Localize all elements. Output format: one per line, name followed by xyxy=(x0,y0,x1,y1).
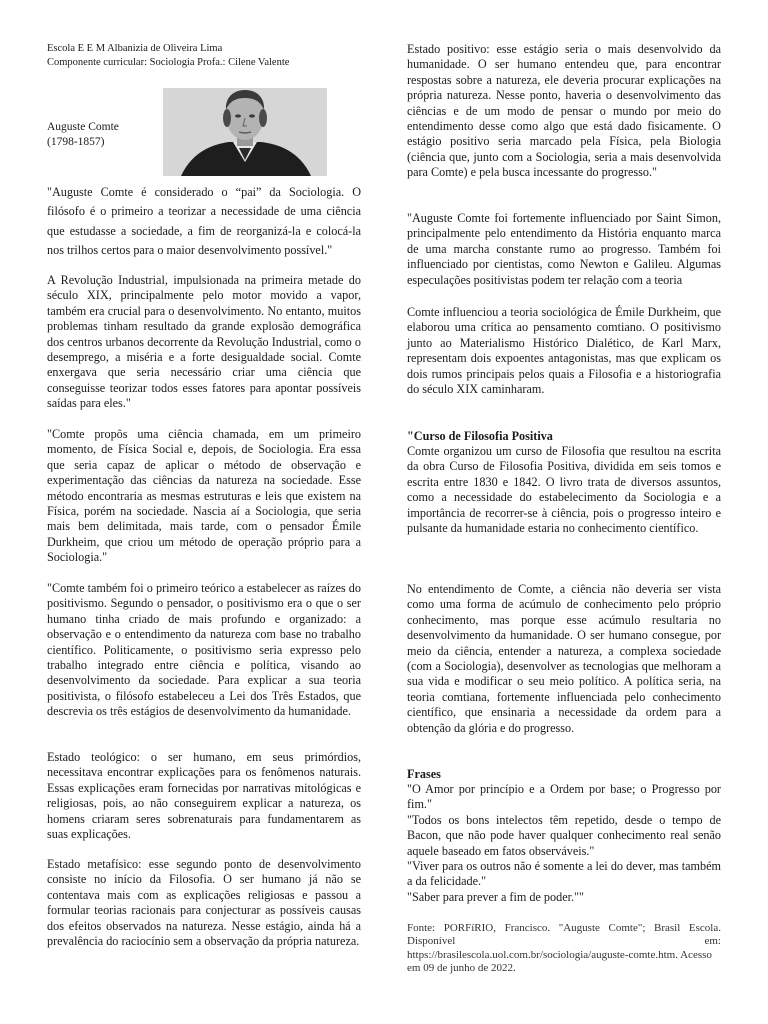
course-paragraph: Comte organizou um curso de Filosofia que resultou na escrita da obra Curso de Filosofia Positiva, dividida em seis tomos e escrita entre 1830 e 1842. O livro trata de diversos assuntos, como a necessidade do estabelecimento da Sociologia e a importância de recorrer-se à ciência, pois o progresso inteiro e pulsante da humanidade estaria no conhecimento científico. xyxy=(407,444,721,536)
school-name: Escola E E M Albanizia de Oliveira Lima xyxy=(47,43,223,54)
positive-state-paragraph: Estado positivo: esse estágio seria o mais desenvolvido da humanidade. O ser humano entendeu que, para encontrar respostas sobre a natureza, ele deveria procurar explicações na própria natureza. Nesse ponto, haveria o desenvolvimento das ciências e de um modo de pensar o mundo por meio do entendimento desse como algo que está dado fisicamente. O estágio positivo seria marcado pela Física, pela Biologia (ciência que, junto com a Sociologia, seria a mais desenvolvida para Comte) e pela busca incessante do progresso." xyxy=(407,42,721,180)
quote-item: "Viver para os outros não é somente a lei do dever, mas também a da felicidade." xyxy=(407,859,721,889)
metaphysical-state-paragraph: Estado metafísico: esse segundo ponto de desenvolvimento consiste no início da Filosofia. O ser humano já não se contentava mais com as explicações religiosas e passou a formular teorias racionais para conjecturar as possíveis causas dos efeitos observados na natureza. Nesse estágio, ainda há a prevalência do raciocínio sem a observação da própria natureza. xyxy=(47,857,361,949)
source-url: https://brasilescola.uol.com.br/sociologia/auguste-comte.htm. Acesso em 09 de junho de 2022. xyxy=(407,949,712,975)
durkheim-paragraph: Comte influenciou a teoria sociológica de Émile Durkheim, que elaborou uma crítica ao pensamento comtiano. O positivismo junto ao Materialismo Histórico Dialético, de Karl Marx, representam dois expoentes antagonistas, mas que explicam os dois rumos principais pelos quais a Filosofia e a historiografia do século XIX caminharam. xyxy=(407,305,721,397)
science-paragraph: No entendimento de Comte, a ciência não deveria ser vista como uma forma de acúmulo de conhecimento pelo próprio conhecimento, mas porque esse acúmulo resultaria no desenvolvimento da humanidade. O ser humano consegue, por meio da ciência, entender a natureza, a complexa sociedade (com a Sociologia), desenvolver as tecnologias que melhoram a sua vida e modificar o seu meio político. A política seria, na teoria comtiana, fortemente influenciada pelo conhecimento científico, que ensinaria a necessidade da ordem para a obtenção da glória e do progresso. xyxy=(407,582,721,735)
theological-state-paragraph: Estado teológico: o ser humano, em seus primórdios, necessitava encontrar explicações para os fenômenos naturais. Essas explicações eram fornecidas por narrativas mitológicas e religiosas, pois, ao não conseguirem explicar a natureza, os homens criaram seres sobrenaturais para fundamentarem as suas explicações. xyxy=(47,750,361,842)
course-info: Componente curricular: Sociologia Profa.: Cilene Valente xyxy=(47,57,290,68)
quote-item: "O Amor por princípio e a Ordem por base; o Progresso por fim." xyxy=(407,782,721,812)
quote-item: "Todos os bons intelectos têm repetido, desde o tempo de Bacon, que não pode haver qualquer conhecimento real senão aquele baseado em fatos observáveis." xyxy=(407,813,721,858)
portrait-caption xyxy=(47,120,119,150)
social-physics-paragraph: "Comte propôs uma ciência chamada, em um primeiro momento, de Física Social e, depois, de Sociologia. Era essa que seria capaz de aplicar o método de observação e experimentação das ciências da natureza na sociedade. Esse método encontraria as mesmas estruturas e leis que existem na Física, porém na sociedade. Nascia aí a Sociologia, que seria mais bem delimitada, mais tarde, com o pensador Émile Durkheim, que criou um método de operação próprio para a Sociologia." xyxy=(47,427,361,565)
quotes-heading: Frases xyxy=(407,767,441,781)
positive-philosophy-heading: "Curso de Filosofia Positiva xyxy=(407,429,553,443)
influences-paragraph: "Auguste Comte foi fortemente influenciado por Saint Simon, principalmente pelo entendimento da História enquanto marca de uma marcha constante rumo ao progresso. Também foi influenciado por cientistas, como Newton e Galileu. Algumas especulações positivistas podem ter relação com a teoria xyxy=(407,211,721,287)
quote-item: "Saber para prever a fim de poder."" xyxy=(407,890,585,904)
portrait-image xyxy=(163,88,327,176)
caption-years: (1798-1857) xyxy=(47,136,105,148)
industrial-revolution-paragraph: A Revolução Industrial, impulsionada na primeira metade do século XIX, principalmente pelo motor movido a vapor, também era crucial para o desenvolvimento. No entanto, muitos problemas tinham resultado da grande explosão demográfica dos centros urbanos decorrente da Revolução Industrial, como o desemprego, a miséria e a forte desigualdade social. Comte enxergava que seria necessário criar uma ciência que conseguisse teorizar todos esses fatores para apontar possíveis saídas para eles." xyxy=(47,273,361,411)
caption-name: Auguste Comte xyxy=(47,121,119,133)
intro-paragraph: "Auguste Comte é considerado o “pai” da Sociologia. O filósofo é o primeiro a teorizar a necessidade de uma ciência que estudasse a sociedade, a fim de reorganizá-la e colocá-la nos trilhos certos para o maior desenvolvimento possível." xyxy=(47,185,361,257)
source-citation: Fonte: PORFíRIO, Francisco. "Auguste Comte"; Brasil Escola. Disponível em: xyxy=(407,922,721,948)
auguste-comte-portrait xyxy=(163,88,327,176)
positivism-paragraph: "Comte também foi o primeiro teórico a estabelecer as raízes do positivismo. Segundo o pensador, o positivismo era o que o ser humano tinha criado de mais profundo e organizado: a observação e o entendimento da natureza com base no trabalho científico. Politicamente, o positivismo seria expresso pelo trabalho integrado entre ciência e política, visando ao desenvolvimento da sociedade. Para explicar a sua teoria positivista, o filósofo estabeleceu a Lei dos Três Estados, que descrevia os três estágios de desenvolvimento da humanidade. xyxy=(47,581,361,719)
